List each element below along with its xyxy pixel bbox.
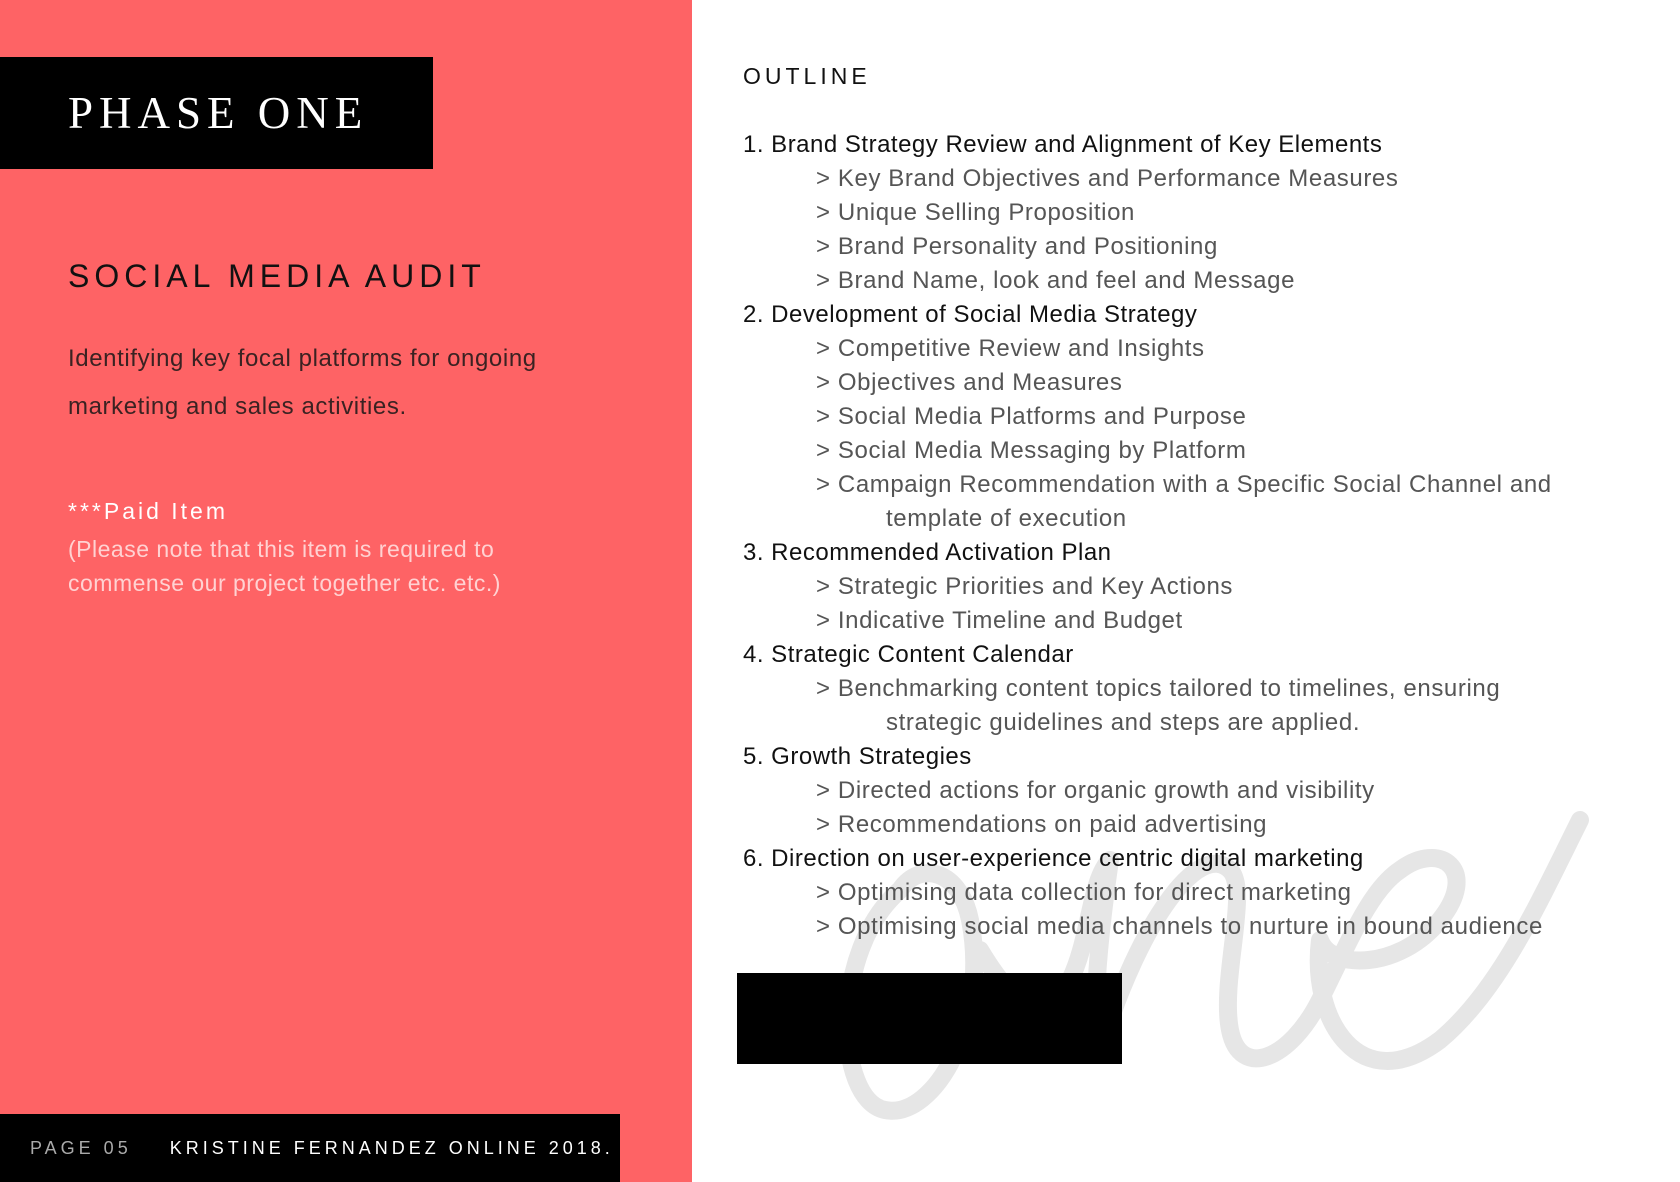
outline-subitem: > Directed actions for organic growth and visibility (816, 777, 1375, 804)
outline-subitem-wrapped (743, 468, 1643, 536)
outline-subitem: > Optimising data collection for direct marketing (816, 879, 1352, 906)
left-panel (0, 0, 692, 1182)
outline-subitem: > Key Brand Objectives and Performance Measures (816, 165, 1399, 192)
outline-subitem-text: > Campaign Recommendation with a Specific Social Channel and (816, 471, 1552, 498)
outline-heading: 3. Recommended Activation Plan (743, 539, 1112, 566)
outline-subitem: > Brand Name, look and feel and Message (816, 267, 1296, 294)
phase-title: PHASE ONE (68, 88, 369, 138)
outline-item-3 (743, 536, 1643, 638)
section-title: SOCIAL MEDIA AUDIT (68, 258, 486, 294)
outline-heading: 6. Direction on user-experience centric digital marketing (743, 845, 1364, 872)
outline-heading: 1. Brand Strategy Review and Alignment of Key Elements (743, 131, 1383, 158)
outline-item-4 (743, 638, 1643, 740)
footer-brand: KRISTINE FERNANDEZ ONLINE 2018. (169, 1137, 614, 1158)
outline-subitem-continuation: strategic guidelines and steps are applied. (886, 709, 1361, 736)
paid-item-label: ***Paid Item (68, 498, 229, 524)
outline-item-2 (743, 298, 1643, 536)
outline-list (743, 128, 1643, 944)
outline-subitem: > Unique Selling Proposition (816, 199, 1135, 226)
outline-subitem: > Social Media Messaging by Platform (816, 437, 1247, 464)
outline-subitem-wrapped (743, 672, 1643, 740)
outline-title: OUTLINE (743, 63, 871, 89)
outline-subitem-text: > Benchmarking content topics tailored to timelines, ensuring (816, 675, 1501, 702)
redaction-block (737, 973, 1122, 1064)
outline-subitem: > Social Media Platforms and Purpose (816, 403, 1247, 430)
outline-heading: 5. Growth Strategies (743, 743, 972, 770)
phase-title-box (0, 57, 433, 169)
outline-subitem: > Indicative Timeline and Budget (816, 607, 1183, 634)
outline-subitem: > Optimising social media channels to nurture in bound audience (816, 913, 1543, 940)
outline-subitem: > Recommendations on paid advertising (816, 811, 1268, 838)
outline-subitem: > Brand Personality and Positioning (816, 233, 1218, 260)
outline-subitem: > Competitive Review and Insights (816, 335, 1205, 362)
page-number: PAGE 05 (30, 1137, 132, 1158)
outline-subitem-continuation: template of execution (886, 505, 1127, 532)
outline-heading: 4. Strategic Content Calendar (743, 641, 1074, 668)
outline-subitem: > Objectives and Measures (816, 369, 1123, 396)
outline-subitem: > Strategic Priorities and Key Actions (816, 573, 1233, 600)
outline-item-5 (743, 740, 1643, 842)
outline-item-6 (743, 842, 1643, 944)
intro-text: Identifying key focal platforms for ongoing marketing and sales activities. (68, 345, 537, 420)
footer-bar (0, 1114, 620, 1182)
outline-item-1 (743, 128, 1643, 298)
outline-heading: 2. Development of Social Media Strategy (743, 301, 1198, 328)
paid-item-note: (Please note that this item is required to commense our project together etc. etc.) (68, 536, 501, 596)
